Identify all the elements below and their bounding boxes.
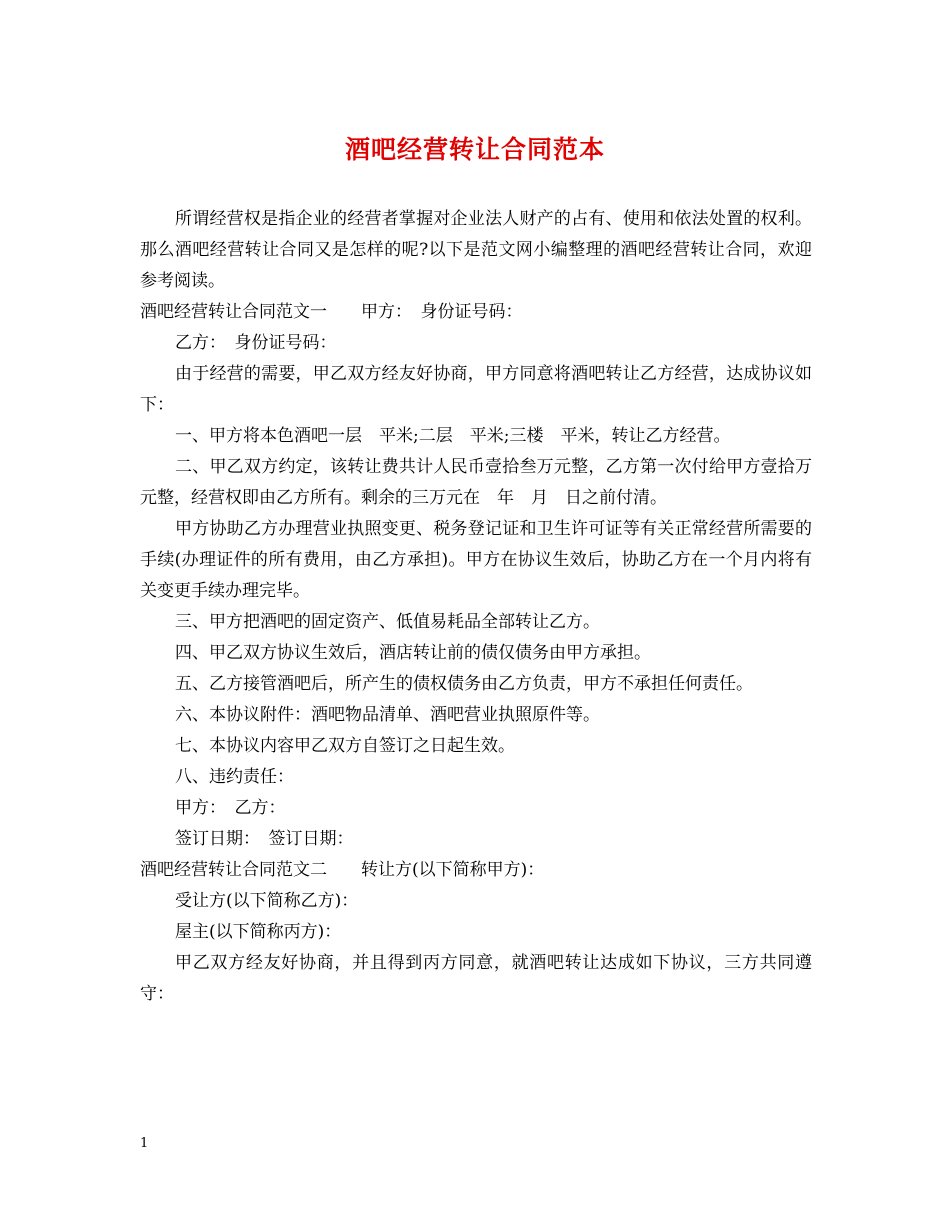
clause-2-detail: 甲方协助乙方办理营业执照变更、税务登记证和卫生许可证等有关正常经营所需要的手续(办理证件的所有费用，由乙方承担)。甲方在协议生效后，协助乙方在一个月内将有关变更手续办理完毕。: [140, 519, 812, 601]
document-title: 酒吧经营转让合同范本: [344, 135, 605, 164]
intro-paragraph: 所谓经营权是指企业的经营者掌握对企业法人财产的占有、使用和依法处置的权利。那么酒吧经营转让合同又是怎样的呢?以下是范文网小编整理的酒吧经营转让合同，欢迎参考阅读。: [140, 209, 812, 291]
section-one-heading: 酒吧经营转让合同范文一 甲方： 身份证号码：: [140, 302, 523, 322]
clause-4: 四、甲乙双方协议生效后，酒店转让前的债仅债务由甲方承担。: [175, 643, 651, 663]
clause-3: 三、甲方把酒吧的固定资产、低值易耗品全部转让乙方。: [175, 612, 600, 632]
clause-7: 七、本协议内容甲乙双方自签订之日起生效。: [175, 736, 515, 756]
clause-2: 二、甲乙双方约定，该转让费共计人民币壹拾叁万元整，乙方第一次付给甲方壹拾万元整，经营权即由乙方所有。剩余的三万元在 年 月 日之前付清。: [140, 457, 812, 508]
clause-5: 五、乙方接管酒吧后，所产生的债权债务由乙方负责，甲方不承担任何责任。: [175, 674, 753, 694]
landlord-line: 屋主(以下简称丙方)：: [175, 922, 342, 942]
signature-dates: 签订日期： 签订日期：: [175, 829, 354, 849]
section-two-preamble: 甲乙双方经友好协商，并且得到丙方同意，就酒吧转让达成如下协议，三方共同遵守：: [140, 953, 812, 1004]
document-body: [140, 204, 812, 1010]
clause-1: 一、甲方将本色酒吧一层 平米;二层 平米;三楼 平米，转让乙方经营。: [175, 426, 731, 446]
clause-6: 六、本协议附件：酒吧物品清单、酒吧营业执照原件等。: [175, 705, 600, 725]
transferee-line: 受让方(以下简称乙方)：: [175, 891, 359, 911]
party-b-line: 乙方： 身份证号码：: [175, 333, 337, 353]
signature-parties: 甲方： 乙方：: [175, 798, 286, 818]
agreement-preamble: 由于经营的需要，甲乙双方经友好协商，甲方同意将酒吧转让乙方经营，达成协议如下：: [140, 364, 812, 415]
page-number: 1: [140, 1136, 149, 1151]
clause-8: 八、违约责任：: [175, 767, 294, 787]
section-two-heading: 酒吧经营转让合同范文二 转让方(以下简称甲方)：: [140, 860, 545, 880]
